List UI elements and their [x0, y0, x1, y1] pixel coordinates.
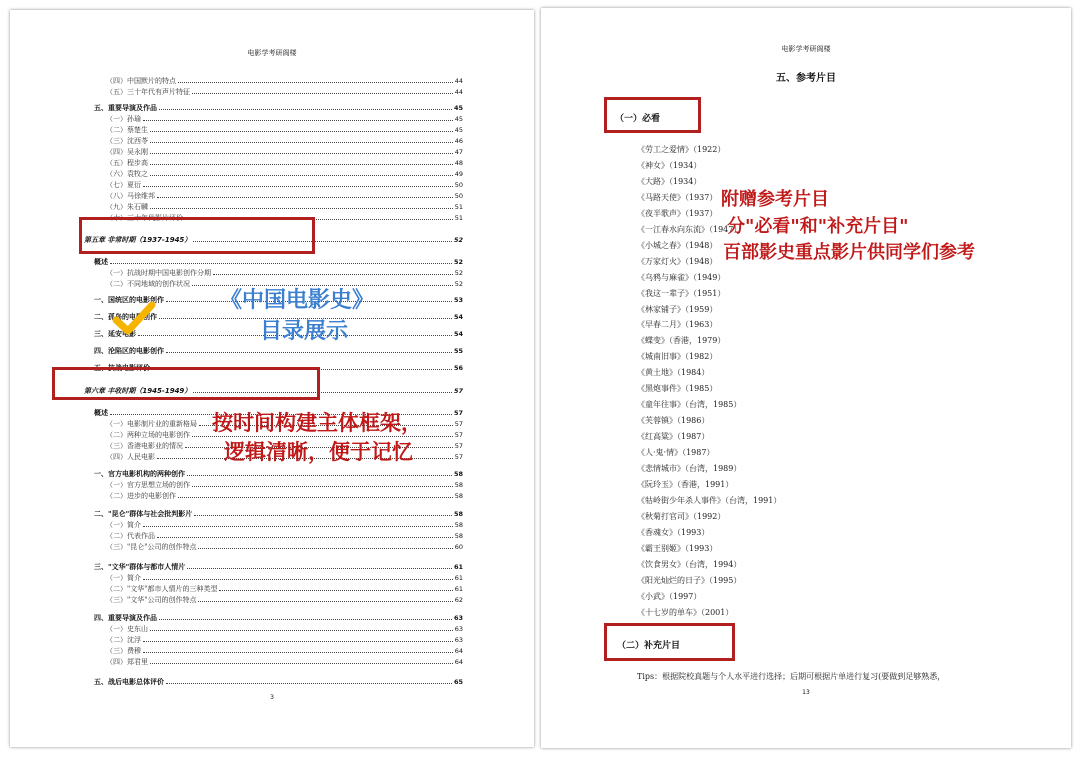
toc-page-number: 54 — [453, 330, 463, 338]
toc-row — [106, 489, 463, 500]
film-list-item: 《神女》（1934） — [637, 160, 702, 170]
toc-leader-dots — [150, 207, 453, 209]
toc-row — [106, 582, 463, 593]
toc-page-number: 61 — [453, 563, 463, 571]
film-list-item: 《饮食男女》（台湾，1994） — [637, 559, 742, 569]
toc-leader-dots — [178, 81, 453, 83]
toc-leader-dots — [110, 262, 452, 264]
toc-row — [106, 478, 463, 489]
toc-page-number: 51 — [454, 214, 463, 222]
toc-row — [94, 611, 463, 622]
toc-page-number: 45 — [453, 104, 463, 112]
toc-page-number: 53 — [453, 296, 463, 304]
toc-label: 三、延安电影 — [94, 330, 136, 338]
toc-row — [94, 101, 463, 112]
film-list-item: 《阳光灿烂的日子》（1995） — [637, 575, 742, 585]
toc-page-number: 45 — [454, 126, 463, 134]
toc-label: （三）"昆仑"公司的创作特点 — [106, 543, 197, 551]
toc-leader-dots — [150, 152, 453, 154]
toc-row — [106, 112, 463, 123]
toc-leader-dots — [166, 682, 452, 684]
toc-page-number: 44 — [454, 77, 463, 85]
toc-leader-dots — [219, 589, 452, 591]
page-header: 电影学考研阁楼 — [781, 45, 831, 53]
toc-label: （一）抗战时期中国电影创作分期 — [106, 269, 211, 277]
toc-page-number: 61 — [454, 574, 463, 582]
toc-label: （五）程步高 — [106, 159, 148, 167]
toc-row — [94, 344, 463, 355]
film-list-item: 《劳工之爱情》（1922） — [637, 145, 726, 154]
toc-label: （五）三十年代有声片特征 — [106, 88, 190, 96]
section-title: 五、参考片目 — [776, 73, 836, 84]
film-list-item: 《一江春水向东流》（1947） — [637, 224, 742, 234]
toc-page-number: 57 — [453, 409, 463, 417]
film-list-item: 《林家铺子》（1959） — [637, 304, 718, 314]
toc-label: 第五章 非常时期（1937-1945） — [84, 236, 192, 244]
toc-label: （一）孙瑜 — [106, 115, 141, 123]
toc-leader-dots — [150, 163, 453, 165]
toc-page-number: 57 — [454, 420, 463, 428]
toc-page — [10, 10, 534, 747]
checkmark-icon — [112, 300, 156, 336]
toc-label: 五、战后电影总体评价 — [94, 678, 164, 686]
toc-label: （一）简介 — [106, 574, 141, 582]
toc-page-number: 65 — [453, 678, 463, 686]
toc-page-number: 50 — [454, 181, 463, 189]
toc-label: （四）吴永刚 — [106, 148, 148, 156]
film-list-item: 《芙蓉镇》（1986） — [637, 416, 710, 426]
toc-row — [106, 145, 463, 156]
toc-page-number: 45 — [454, 115, 463, 123]
toc-page-number: 49 — [454, 170, 463, 178]
toc-label: （二）蔡楚生 — [106, 126, 148, 134]
toc-label: 概述 — [94, 258, 108, 266]
toc-row — [94, 560, 463, 571]
overlay-title: 《中国电影史》 — [220, 287, 375, 313]
toc-row — [106, 189, 463, 200]
film-list-item: 《大路》（1934） — [637, 176, 702, 186]
toc-row — [106, 123, 463, 134]
film-list-item: 《城南旧事》（1982） — [637, 352, 718, 362]
toc-leader-dots — [159, 618, 452, 620]
toc-page-number: 46 — [454, 137, 463, 145]
toc-row — [106, 644, 463, 655]
toc-row — [106, 518, 463, 529]
film-list-item: 《小城之春》（1948） — [637, 240, 718, 250]
film-list-item: 《红高粱》（1987） — [637, 432, 710, 442]
film-list-item: 《小武》（1997） — [637, 591, 702, 601]
toc-leader-dots — [192, 485, 453, 487]
toc-page-number: 44 — [454, 88, 463, 96]
film-list-item: 《阮玲玉》（香港，1991） — [637, 479, 734, 489]
toc-leader-dots — [143, 525, 453, 527]
film-list-item: 《香魂女》（1993） — [637, 527, 710, 537]
toc-label: （三）"文华"公司的创作特点 — [106, 596, 197, 604]
film-list-page — [541, 8, 1071, 748]
toc-leader-dots — [150, 174, 453, 176]
page-number: 3 — [270, 694, 274, 701]
toc-row — [94, 675, 463, 686]
toc-leader-dots — [150, 629, 453, 631]
toc-leader-dots — [159, 108, 452, 110]
toc-label: （八）马徐维邦 — [106, 192, 155, 200]
film-list-item: 《蝶变》（香港，1979） — [637, 336, 726, 346]
toc-leader-dots — [194, 514, 452, 516]
page-header: 电影学考研阁楼 — [247, 49, 297, 57]
film-list-item: 《牯岭街少年杀人事件》（台湾，1991） — [637, 495, 782, 505]
toc-label: 四、沦陷区的电影创作 — [94, 347, 164, 355]
toc-label: （三）香港电影业的情况 — [106, 442, 183, 450]
overlay-note-line2: 逻辑清晰，便于记忆 — [224, 439, 413, 464]
toc-label: 五、抗战电影评价 — [94, 364, 150, 372]
toc-leader-dots — [143, 185, 453, 187]
toc-label: （九）朱石麟 — [106, 203, 148, 211]
toc-page-number: 57 — [454, 442, 463, 450]
toc-page-number: 57 — [454, 453, 463, 461]
toc-label: 五、重要导演及作品 — [94, 104, 157, 112]
toc-leader-dots — [187, 567, 452, 569]
toc-page-number: 52 — [453, 236, 463, 244]
toc-leader-dots — [192, 435, 453, 437]
toc-leader-dots — [198, 547, 452, 549]
toc-label: 一、官方电影机构的两种创作 — [94, 470, 185, 478]
toc-label: （二）不同地域的创作状况 — [106, 280, 190, 288]
toc-label: （二）进步的电影创作 — [106, 492, 176, 500]
toc-page-number: 61 — [454, 585, 463, 593]
toc-page-number: 62 — [454, 596, 463, 604]
overlay-note-line2: 分"必看"和"补充片目" — [727, 216, 909, 237]
toc-label: 四、重要导演及作品 — [94, 614, 157, 622]
toc-leader-dots — [213, 273, 453, 275]
toc-page-number: 58 — [453, 510, 463, 518]
toc-label: （三）沈西苓 — [106, 137, 148, 145]
subsection-title-supplementary: （二）补充片目 — [617, 641, 681, 651]
toc-label: 二、"昆仑"群体与社会批判影片 — [94, 510, 193, 518]
toc-label: （二）"文华"都市人情片的三种类型 — [106, 585, 218, 593]
toc-leader-dots — [192, 284, 453, 286]
film-list-item: 《乌鸦与麻雀》（1949） — [637, 272, 726, 282]
toc-row — [94, 255, 463, 266]
toc-row — [106, 200, 463, 211]
toc-label: （四）人民电影 — [106, 453, 155, 461]
toc-page-number: 48 — [454, 159, 463, 167]
toc-page-number: 52 — [454, 280, 463, 288]
toc-label: 一、国统区的电影创作 — [94, 296, 164, 304]
toc-page-number: 63 — [454, 625, 463, 633]
film-list-item: 《夜半歌声》（1937） — [637, 208, 718, 218]
toc-label: （二）两种立场的电影创作 — [106, 431, 190, 439]
film-list-item: 《秋菊打官司》（1992） — [637, 511, 726, 521]
toc-label: （十）三十年代影片评价 — [106, 214, 183, 222]
toc-label: 概述 — [94, 409, 108, 417]
toc-page-number: 58 — [454, 481, 463, 489]
film-list-item: 《黄土地》（1984） — [637, 368, 710, 378]
toc-label: 三、"文华"群体与都市人情片 — [94, 563, 186, 571]
toc-row — [106, 633, 463, 644]
toc-page-number: 57 — [454, 431, 463, 439]
toc-page-number: 52 — [453, 258, 463, 266]
subsection-title-must-watch: （一）必看 — [615, 114, 661, 124]
toc-page-number: 58 — [453, 470, 463, 478]
toc-label: （二）代表作品 — [106, 532, 155, 540]
toc-page-number: 56 — [453, 364, 463, 372]
toc-page-number: 64 — [454, 658, 463, 666]
toc-row — [106, 571, 463, 582]
toc-label: （六）袁牧之 — [106, 170, 148, 178]
toc-row — [94, 507, 463, 518]
toc-leader-dots — [166, 351, 452, 353]
toc-leader-dots — [143, 651, 453, 653]
toc-leader-dots — [143, 640, 453, 642]
film-list-item: 《霸王别姬》（1993） — [637, 543, 718, 553]
toc-row — [106, 167, 463, 178]
toc-row — [94, 467, 463, 478]
toc-page-number: 63 — [454, 636, 463, 644]
toc-page-number: 63 — [453, 614, 463, 622]
toc-row — [106, 655, 463, 666]
chapter-highlight-box — [52, 367, 320, 400]
toc-label: （四）中国默片的特点 — [106, 77, 176, 85]
toc-leader-dots — [187, 474, 452, 476]
film-list-item: 《万家灯火》（1948） — [637, 256, 718, 266]
toc-page-number: 54 — [453, 313, 463, 321]
toc-page-number: 57 — [453, 387, 463, 395]
toc-row — [106, 622, 463, 633]
overlay-note-line1: 按时间构建主体框架， — [212, 410, 422, 435]
toc-page-number: 64 — [454, 647, 463, 655]
toc-label: （一）史东山 — [106, 625, 148, 633]
toc-row — [106, 178, 463, 189]
toc-row — [106, 74, 463, 85]
toc-page-number: 51 — [454, 203, 463, 211]
toc-page-number: 52 — [454, 269, 463, 277]
toc-row — [106, 156, 463, 167]
toc-label: 二、孤岛的电影创作 — [94, 313, 157, 321]
toc-leader-dots — [157, 196, 453, 198]
toc-row — [106, 593, 463, 604]
toc-leader-dots — [157, 536, 453, 538]
toc-label: 第六章 丰收时期（1945-1949） — [84, 387, 192, 395]
toc-leader-dots — [150, 141, 453, 143]
toc-leader-dots — [192, 92, 453, 94]
toc-row — [106, 266, 463, 277]
film-list-item: 《马路天使》（1937） — [637, 192, 718, 202]
toc-page-number: 55 — [453, 347, 463, 355]
film-list-item: 《早春二月》（1963） — [637, 320, 718, 330]
toc-leader-dots — [198, 600, 452, 602]
overlay-note-line3: 百部影史重点影片供同学们参考 — [723, 242, 975, 263]
overlay-subtitle: 目录展示 — [260, 318, 349, 344]
chapter-highlight-box — [79, 217, 315, 254]
film-list-item: 《童年往事》（台湾，1985） — [637, 400, 742, 410]
toc-leader-dots — [178, 496, 453, 498]
toc-label: （三）费穆 — [106, 647, 141, 655]
toc-row — [106, 134, 463, 145]
toc-page-number: 50 — [454, 192, 463, 200]
toc-label: （二）沈浮 — [106, 636, 141, 644]
film-list-item: 《黑炮事件》（1985） — [637, 384, 718, 394]
page-number: 13 — [802, 689, 810, 696]
film-list-item: 《人·鬼·情》（1987） — [637, 448, 715, 458]
toc-label: （七）夏衍 — [106, 181, 141, 189]
toc-label: （一）电影制片业的重新格局 — [106, 420, 197, 428]
toc-label: （一）官方思想立场的创作 — [106, 481, 190, 489]
toc-row — [106, 529, 463, 540]
toc-row — [106, 85, 463, 96]
toc-label: （一）简介 — [106, 521, 141, 529]
toc-page-number: 58 — [454, 532, 463, 540]
toc-leader-dots — [150, 130, 453, 132]
toc-leader-dots — [143, 119, 453, 121]
film-list-item: 《我这一辈子》（1951） — [637, 288, 726, 298]
toc-page-number: 58 — [454, 521, 463, 529]
toc-leader-dots — [150, 662, 453, 664]
film-list-item: 《十七岁的单车》（2001） — [637, 607, 734, 617]
toc-row — [106, 540, 463, 551]
film-list-item: 《悲情城市》（台湾，1989） — [637, 464, 742, 473]
toc-leader-dots — [143, 578, 453, 580]
tips-text: Tips：根据院校真题与个人水平进行选择；后期可根据片单进行复习(要做到足够熟悉， — [637, 672, 946, 681]
toc-label: （四）郑君里 — [106, 658, 148, 666]
toc-page-number: 47 — [454, 148, 463, 156]
toc-page-number: 58 — [454, 492, 463, 500]
overlay-note-line1: 附赠参考片目 — [721, 189, 829, 210]
toc-page-number: 60 — [454, 543, 463, 551]
